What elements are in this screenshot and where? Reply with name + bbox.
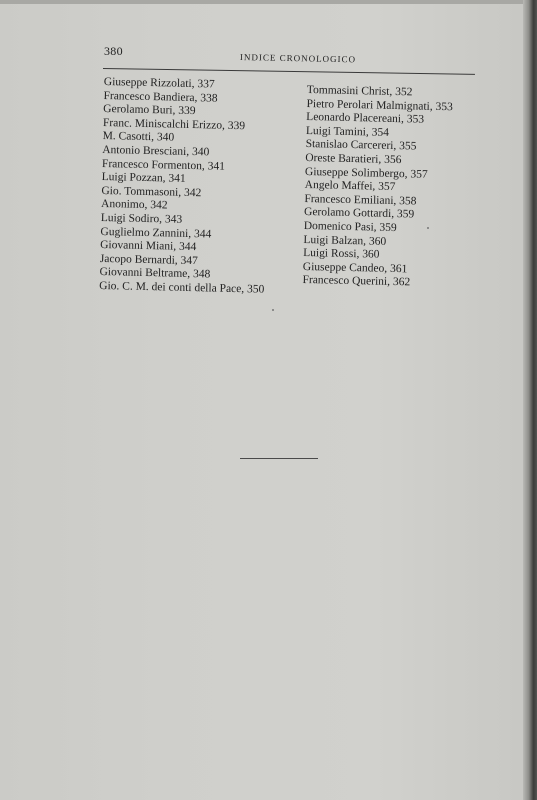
index-entry: Giovanni Miani, 344 [100, 239, 197, 254]
index-entry: Oreste Baratieri, 356 [305, 151, 402, 167]
index-entry: Francesco Querini, 362 [302, 274, 411, 289]
index-entry: Gerolamo Gottardi, 359 [303, 206, 415, 221]
index-entry: Gerolamo Buri, 339 [103, 103, 196, 118]
running-header: INDICE CRONOLOGICO [239, 52, 357, 65]
index-entry: Luigi Rossi, 360 [303, 247, 380, 261]
index-entry: Francesco Formenton, 341 [101, 157, 226, 173]
index-entry: Franc. Miniscalchi Erizzo, 339 [102, 116, 246, 132]
index-entry: Tommasini Christ, 352 [306, 84, 413, 99]
index-entry: Giuseppe Candeo, 361 [302, 260, 408, 276]
index-entry: Luigi Balzan, 360 [303, 233, 387, 248]
index-column-left [99, 76, 269, 297]
index-entry: Luigi Sodiro, 343 [100, 211, 183, 226]
index-entry: Giuseppe Rizzolati, 337 [103, 76, 215, 91]
book-spine-shadow [523, 0, 537, 800]
index-entry: Giuseppe Solimbergo, 357 [304, 165, 428, 181]
page-number: 380 [104, 44, 123, 58]
index-column-right [302, 84, 453, 291]
index-entry: Jacopo Bernardi, 347 [99, 252, 199, 267]
index-entry: Pietro Perolari Malmignati, 353 [306, 97, 453, 113]
index-entry: Luigi Tamini, 354 [305, 124, 390, 139]
index-entry: Leonardo Placereani, 353 [306, 111, 425, 126]
index-entry: Giovanni Beltrame, 348 [99, 266, 211, 281]
index-entry: Angelo Maffei, 357 [304, 179, 396, 194]
index-entry: Guglielmo Zannini, 344 [100, 225, 212, 241]
index-entry: Anonimo, 342 [100, 198, 168, 212]
index-entry: Luigi Pozzan, 341 [101, 171, 186, 186]
index-entry: Francesco Bandiera, 338 [103, 89, 218, 105]
paper-speck [427, 227, 429, 229]
index-entry: Gio. C. M. dei conti della Pace, 350 [99, 279, 265, 296]
index-entry: M. Casotti, 340 [102, 130, 175, 144]
index-entry: Francesco Emiliani, 358 [304, 192, 417, 208]
index-entry: Antonio Bresciani, 340 [102, 143, 210, 159]
paper-speck [272, 309, 274, 311]
index-entry: Gio. Tommasoni, 342 [101, 184, 202, 199]
page-top-edge [0, 0, 537, 4]
index-entry: Stanislao Carcereri, 355 [305, 138, 417, 153]
end-of-section-rule [240, 458, 318, 459]
header-rule [103, 68, 475, 75]
index-entry: Domenico Pasi, 359 [303, 219, 397, 235]
